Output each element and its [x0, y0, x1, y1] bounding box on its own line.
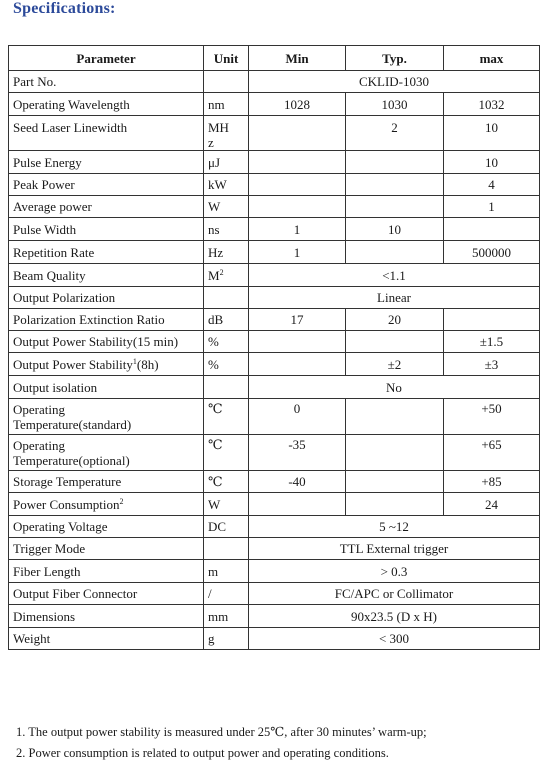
value-cell: 90x23.5 (D x H): [249, 605, 540, 628]
max-cell: +65: [444, 435, 540, 471]
param-cell: Output Fiber Connector: [9, 583, 204, 605]
footnote-marker: 2: [119, 496, 124, 506]
param-cell: Operating Wavelength: [9, 93, 204, 116]
param-line: Temperature(optional): [13, 452, 130, 468]
unit-cell: ℃: [204, 435, 249, 471]
param-text: (8h): [136, 356, 159, 372]
unit-cell: W: [204, 196, 249, 218]
min-cell: -35: [249, 435, 346, 471]
unit-cell: DC: [204, 516, 249, 538]
table-row: [9, 583, 540, 605]
param-cell: Operating Voltage: [9, 516, 204, 538]
typ-cell: 20: [346, 309, 444, 331]
max-cell: 10: [444, 116, 540, 151]
param-cell: Polarization Extinction Ratio: [9, 309, 204, 331]
min-cell: -40: [249, 471, 346, 493]
footnotes: [16, 722, 427, 764]
unit-cell: W: [204, 493, 249, 516]
table-row: [9, 218, 540, 241]
value-cell: 5 ~12: [249, 516, 540, 538]
table-row: [9, 493, 540, 516]
table-row: [9, 376, 540, 399]
param-cell: Peak Power: [9, 174, 204, 196]
param-text: Output Power Stability: [13, 356, 133, 372]
spec-table: [8, 45, 540, 650]
value-cell: < 300: [249, 628, 540, 650]
param-line: Temperature(standard): [13, 416, 132, 432]
unit-cell: ns: [204, 218, 249, 241]
value-cell: No: [249, 376, 540, 399]
min-cell: 1028: [249, 93, 346, 116]
unit-cell: ℃: [204, 471, 249, 493]
param-line: Operating: [13, 401, 65, 417]
max-cell: 10: [444, 151, 540, 174]
param-line: Operating: [13, 437, 65, 453]
unit-cell: [204, 116, 249, 151]
unit-cell: nm: [204, 93, 249, 116]
unit-cell: g: [204, 628, 249, 650]
param-cell: [9, 435, 204, 471]
table-row: [9, 71, 540, 93]
table-row: [9, 287, 540, 309]
unit-cell: /: [204, 583, 249, 605]
param-cell: Average power: [9, 196, 204, 218]
table-row: [9, 151, 540, 174]
unit-cell: Hz: [204, 241, 249, 264]
table-row: [9, 399, 540, 435]
max-cell: 1: [444, 196, 540, 218]
value-cell: > 0.3: [249, 560, 540, 583]
unit-cell: ℃: [204, 399, 249, 435]
table-row: [9, 174, 540, 196]
max-cell: +85: [444, 471, 540, 493]
param-cell: Output Power Stability(15 min): [9, 331, 204, 353]
header-max: max: [444, 46, 540, 71]
typ-cell: ±2: [346, 353, 444, 376]
table-row: [9, 605, 540, 628]
max-cell: 4: [444, 174, 540, 196]
footnote: 1. The output power stability is measured under 25℃, after 30 minutes’ warm-up;: [16, 725, 427, 739]
table-row: [9, 435, 540, 471]
table-row: [9, 516, 540, 538]
table-row: [9, 538, 540, 560]
header-min: Min: [249, 46, 346, 71]
unit-cell: mm: [204, 605, 249, 628]
param-cell: Part No.: [9, 71, 204, 93]
footnote: 2. Power consumption is related to output power and operating conditions.: [16, 746, 389, 760]
param-cell: Beam Quality: [9, 264, 204, 287]
unit-cell: kW: [204, 174, 249, 196]
table-row: [9, 93, 540, 116]
param-cell: Seed Laser Linewidth: [9, 116, 204, 151]
table-row: [9, 264, 540, 287]
table-row: [9, 471, 540, 493]
table-row: [9, 196, 540, 218]
param-text: Power Consumption: [13, 496, 120, 512]
unit-line: MH: [208, 120, 229, 135]
table-header-row: [9, 46, 540, 71]
header-unit: Unit: [204, 46, 249, 71]
max-cell: 500000: [444, 241, 540, 264]
unit-cell: %: [204, 353, 249, 376]
unit-text: M: [208, 267, 220, 283]
param-cell: Output Polarization: [9, 287, 204, 309]
table-row: [9, 628, 540, 650]
param-cell: Repetition Rate: [9, 241, 204, 264]
page-title: Specifications:: [13, 0, 116, 17]
param-cell: Pulse Energy: [9, 151, 204, 174]
min-cell: 1: [249, 218, 346, 241]
min-cell: 17: [249, 309, 346, 331]
max-cell: 24: [444, 493, 540, 516]
header-parameter: Parameter: [9, 46, 204, 71]
value-cell: <1.1: [249, 264, 540, 287]
value-cell: Linear: [249, 287, 540, 309]
value-cell: TTL External trigger: [249, 538, 540, 560]
param-cell: [9, 493, 204, 516]
param-cell: [9, 399, 204, 435]
typ-cell: 10: [346, 218, 444, 241]
max-cell: ±1.5: [444, 331, 540, 353]
typ-cell: 1030: [346, 93, 444, 116]
unit-cell: μJ: [204, 151, 249, 174]
footnote-marker: 1: [132, 356, 137, 366]
unit-cell: m: [204, 560, 249, 583]
param-cell: Pulse Width: [9, 218, 204, 241]
param-cell: Weight: [9, 628, 204, 650]
min-cell: 0: [249, 399, 346, 435]
unit-superscript: 2: [219, 267, 224, 277]
unit-line: z: [208, 135, 214, 150]
header-typ: Typ.: [346, 46, 444, 71]
unit-cell: %: [204, 331, 249, 353]
table-row: [9, 116, 540, 151]
max-cell: ±3: [444, 353, 540, 376]
table-row: [9, 560, 540, 583]
param-cell: Storage Temperature: [9, 471, 204, 493]
param-cell: Dimensions: [9, 605, 204, 628]
typ-cell: 2: [346, 116, 444, 151]
value-cell: FC/APC or Collimator: [249, 583, 540, 605]
unit-cell: dB: [204, 309, 249, 331]
table-row: [9, 331, 540, 353]
param-cell: Trigger Mode: [9, 538, 204, 560]
param-cell: [9, 353, 204, 376]
param-cell: Fiber Length: [9, 560, 204, 583]
max-cell: 1032: [444, 93, 540, 116]
value-cell: CKLID-1030: [249, 71, 540, 93]
param-cell: Output isolation: [9, 376, 204, 399]
max-cell: +50: [444, 399, 540, 435]
table-row: [9, 353, 540, 376]
min-cell: 1: [249, 241, 346, 264]
table-row: [9, 309, 540, 331]
table-row: [9, 241, 540, 264]
unit-cell: [204, 264, 249, 287]
